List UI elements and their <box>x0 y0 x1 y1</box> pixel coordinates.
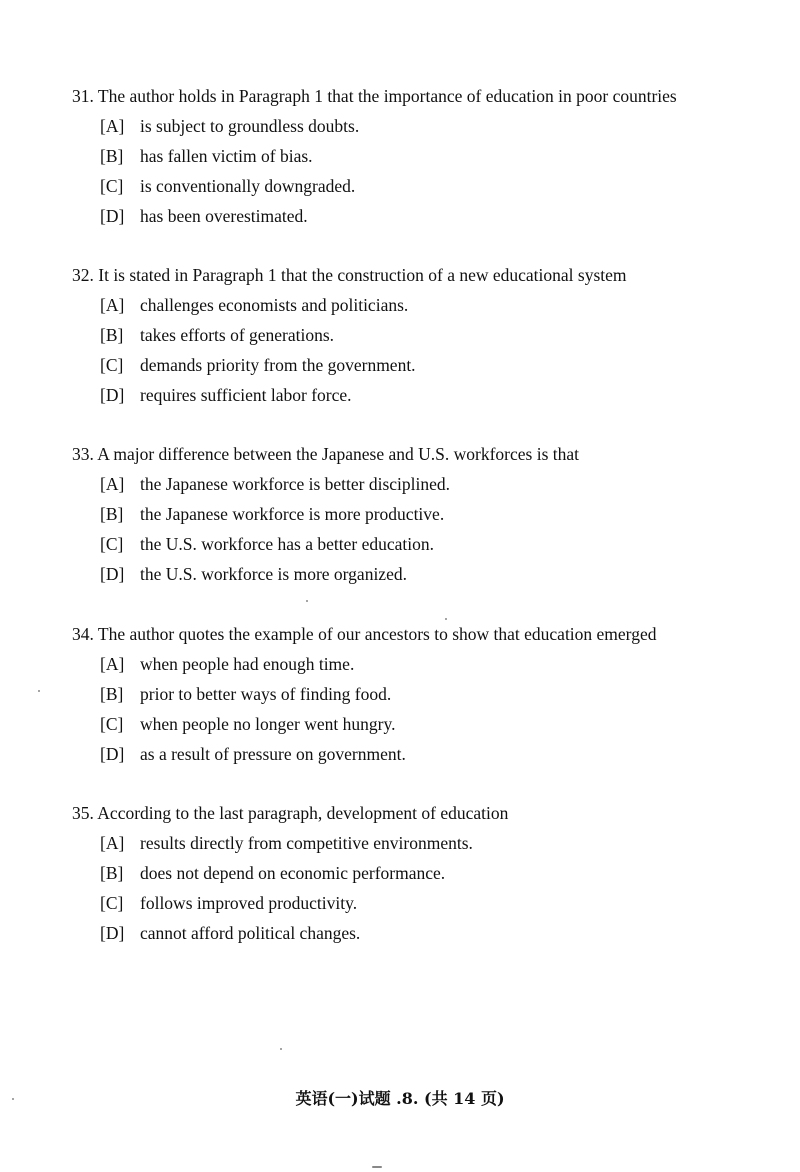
option-a <box>100 472 762 502</box>
option-letter: [C] <box>100 893 124 913</box>
question-stem: 31. The author holds in Paragraph 1 that the importance of education in poor countries <box>72 86 677 106</box>
option-text: as a result of pressure on government. <box>140 744 406 764</box>
option-text: challenges economists and politicians. <box>140 295 409 315</box>
option-d <box>100 383 762 413</box>
option-text: the Japanese workforce is better disciplined. <box>140 474 451 494</box>
question-34 <box>72 622 762 772</box>
option-text: is subject to groundless doubts. <box>140 116 360 136</box>
option-d <box>100 204 762 234</box>
scan-speck <box>38 690 40 692</box>
option-text: the U.S. workforce is more organized. <box>140 564 407 584</box>
option-letter: [A] <box>100 116 125 136</box>
option-a <box>100 831 762 861</box>
option-c <box>100 532 762 562</box>
option-text: cannot afford political changes. <box>140 923 361 943</box>
option-text: does not depend on economic performance. <box>140 863 446 883</box>
option-letter: [B] <box>100 504 124 524</box>
option-letter: [C] <box>100 355 124 375</box>
option-d <box>100 921 762 951</box>
option-letter: [A] <box>100 295 125 315</box>
option-letter: [C] <box>100 534 124 554</box>
option-a <box>100 293 762 323</box>
option-letter: [B] <box>100 684 124 704</box>
question-stem: 35. According to the last paragraph, development of education <box>72 803 509 823</box>
question-stem: 33. A major difference between the Japanese and U.S. workforces is that <box>72 444 580 464</box>
question-33 <box>72 442 762 592</box>
option-d <box>100 562 762 592</box>
scan-speck <box>280 1048 282 1050</box>
option-d <box>100 742 762 772</box>
option-text: the U.S. workforce has a better education. <box>140 534 434 554</box>
option-b <box>100 144 762 174</box>
option-letter: [D] <box>100 564 125 584</box>
page-footer: 英语(一)试题 .8. (共 14 页) <box>295 1089 505 1108</box>
option-c <box>100 174 762 204</box>
option-b <box>100 323 762 353</box>
option-text: prior to better ways of finding food. <box>140 684 392 704</box>
option-letter: [D] <box>100 206 125 226</box>
option-b <box>100 682 762 712</box>
question-stem: 34. The author quotes the example of our ancestors to show that education emerged <box>72 624 657 644</box>
option-text: demands priority from the government. <box>140 355 416 375</box>
question-stem: 32. It is stated in Paragraph 1 that the construction of a new educational system <box>72 265 627 285</box>
option-letter: [D] <box>100 923 125 943</box>
option-c <box>100 712 762 742</box>
option-letter: [D] <box>100 385 125 405</box>
option-letter: [D] <box>100 744 125 764</box>
option-text: when people no longer went hungry. <box>140 714 396 734</box>
option-text: has fallen victim of bias. <box>140 146 313 166</box>
scan-speck <box>306 600 308 602</box>
scan-speck <box>372 1166 382 1168</box>
option-text: results directly from competitive environments. <box>140 833 473 853</box>
option-letter: [B] <box>100 325 124 345</box>
option-letter: [A] <box>100 833 125 853</box>
question-32 <box>72 263 762 413</box>
option-text: when people had enough time. <box>140 654 355 674</box>
option-text: follows improved productivity. <box>140 893 358 913</box>
option-a <box>100 114 762 144</box>
option-text: takes efforts of generations. <box>140 325 335 345</box>
option-text: is conventionally downgraded. <box>140 176 356 196</box>
option-b <box>100 502 762 532</box>
option-letter: [C] <box>100 176 124 196</box>
option-letter: [A] <box>100 474 125 494</box>
question-31 <box>72 84 762 234</box>
question-35 <box>72 801 762 951</box>
option-letter: [C] <box>100 714 124 734</box>
scan-speck <box>12 1098 14 1100</box>
scan-speck <box>445 618 447 620</box>
option-c <box>100 353 762 383</box>
option-c <box>100 891 762 921</box>
option-text: requires sufficient labor force. <box>140 385 352 405</box>
option-letter: [B] <box>100 863 124 883</box>
option-letter: [B] <box>100 146 124 166</box>
option-text: has been overestimated. <box>140 206 308 226</box>
option-text: the Japanese workforce is more productive. <box>140 504 445 524</box>
option-letter: [A] <box>100 654 125 674</box>
option-a <box>100 652 762 682</box>
option-b <box>100 861 762 891</box>
